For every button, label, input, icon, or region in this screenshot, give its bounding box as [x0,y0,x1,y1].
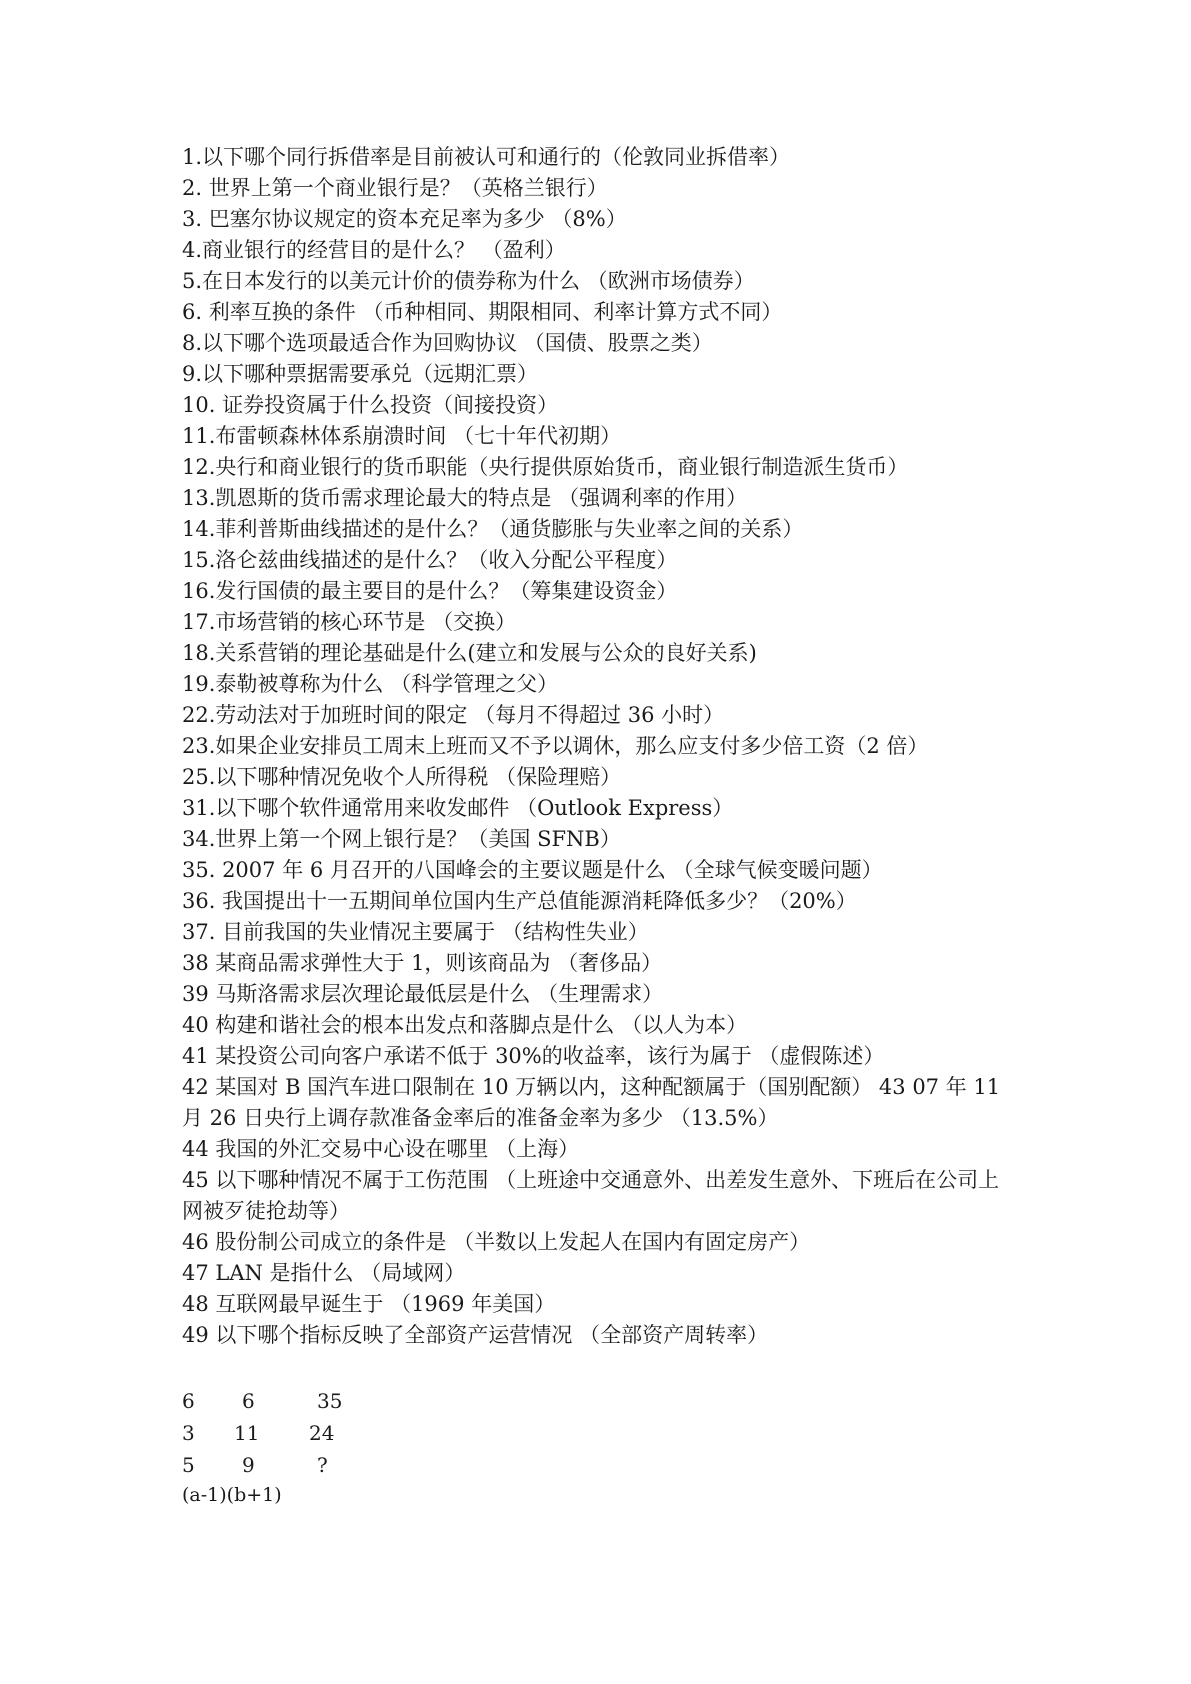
grid-cell: 24 [309,1421,335,1445]
grid-cell: 5 [182,1453,195,1477]
grid-cell: 3 [182,1421,195,1445]
question-line: 41 某投资公司向客户承诺不低于 30%的收益率，该行为属于 （虚假陈述） [182,1044,885,1068]
question-line: 14.菲利普斯曲线描述的是什么？（通货膨胀与失业率之间的关系） [182,517,804,541]
question-paragraph-45: 45 以下哪种情况不属于工伤范围 （上班途中交通意外、出差发生意外、下班后在公司上网被歹徒抢劫等） [182,1168,1000,1223]
question-line: 22.劳动法对于加班时间的限定 （每月不得超过 36 小时） [182,703,725,727]
question-line: 44 我国的外汇交易中心设在哪里 （上海） [182,1137,580,1161]
question-paragraph-42-43: 42 某国对 B 国汽车进口限制在 10 万辆以内，这种配额属于（国别配额） 43 07 年 11 月 26 日央行上调存款准备金率后的准备金率为多少 （13.5%） [182,1075,1001,1130]
question-line: 40 构建和谐社会的根本出发点和落脚点是什么 （以人为本） [182,1013,748,1037]
question-line: 1.以下哪个同行拆借率是目前被认可和通行的（伦敦同业拆借率） [182,145,791,169]
question-line: 47 LAN 是指什么 （局域网） [182,1261,466,1285]
question-line: 31.以下哪个软件通常用来收发邮件 （Outlook Express） [182,796,734,820]
question-line: 5.在日本发行的以美元计价的债券称为什么 （欧洲市场债券） [182,269,755,293]
question-line: 39 马斯洛需求层次理论最低层是什么 （生理需求） [182,982,664,1006]
question-line: 25.以下哪种情况免收个人所得税 （保险理赔） [182,765,622,789]
grid-cell: 9 [242,1453,255,1477]
question-line: 38 某商品需求弹性大于 1，则该商品为 （奢侈品） [182,951,663,975]
question-line: 2. 世界上第一个商业银行是？（英格兰银行） [182,176,608,200]
formula-text: (a-1)(b+1) [182,1484,282,1506]
question-line: 35. 2007 年 6 月召开的八国峰会的主要议题是什么 （全球气候变暖问题） [182,858,883,882]
question-line: 4.商业银行的经营目的是什么？ （盈利） [182,238,566,262]
number-grid [182,1385,582,1481]
question-line: 13.凯恩斯的货币需求理论最大的特点是 （强调利率的作用） [182,486,748,510]
grid-cell: 35 [317,1389,343,1413]
question-line: 16.发行国债的最主要目的是什么？（筹集建设资金） [182,579,678,603]
question-line: 3. 巴塞尔协议规定的资本充足率为多少 （8%） [182,207,627,231]
question-line: 8.以下哪个选项最适合作为回购协议 （国债、股票之类） [182,331,713,355]
question-line: 19.泰勒被尊称为什么 （科学管理之父） [182,672,559,696]
question-line: 15.洛仑兹曲线描述的是什么？（收入分配公平程度） [182,548,678,572]
grid-cell: 11 [234,1421,260,1445]
question-line: 12.央行和商业银行的货币职能（央行提供原始货币，商业银行制造派生货币） [182,455,909,479]
question-list [182,142,1022,1351]
grid-row [182,1417,582,1449]
question-line: 17.市场营销的核心环节是 （交换） [182,610,517,634]
question-line: 11.布雷顿森林体系崩溃时间 （七十年代初期） [182,424,622,448]
grid-cell: 6 [182,1389,195,1413]
grid-row [182,1385,582,1417]
question-line: 10. 证券投资属于什么投资（间接投资） [182,393,559,417]
question-line: 23.如果企业安排员工周末上班而又不予以调休，那么应支付多少倍工资（2 倍） [182,734,929,758]
question-line: 36. 我国提出十一五期间单位国内生产总值能源消耗降低多少？（20%） [182,889,857,913]
question-line: 49 以下哪个指标反映了全部资产运营情况 （全部资产周转率） [182,1323,769,1347]
question-line: 6. 利率互换的条件 （币种相同、期限相同、利率计算方式不同） [182,300,783,324]
question-line: 18.关系营销的理论基础是什么(建立和发展与公众的良好关系) [182,641,757,665]
question-line: 37. 目前我国的失业情况主要属于 （结构性失业） [182,920,649,944]
question-line: 48 互联网最早诞生于 （1969 年美国） [182,1292,556,1316]
question-line: 9.以下哪种票据需要承兑（远期汇票） [182,362,539,386]
question-line: 46 股份制公司成立的条件是 （半数以上发起人在国内有固定房产） [182,1230,811,1254]
question-line: 34.世界上第一个网上银行是？（美国 SFNB） [182,827,621,851]
grid-row [182,1449,582,1481]
grid-cell: ? [317,1453,328,1477]
grid-cell: 6 [242,1389,255,1413]
